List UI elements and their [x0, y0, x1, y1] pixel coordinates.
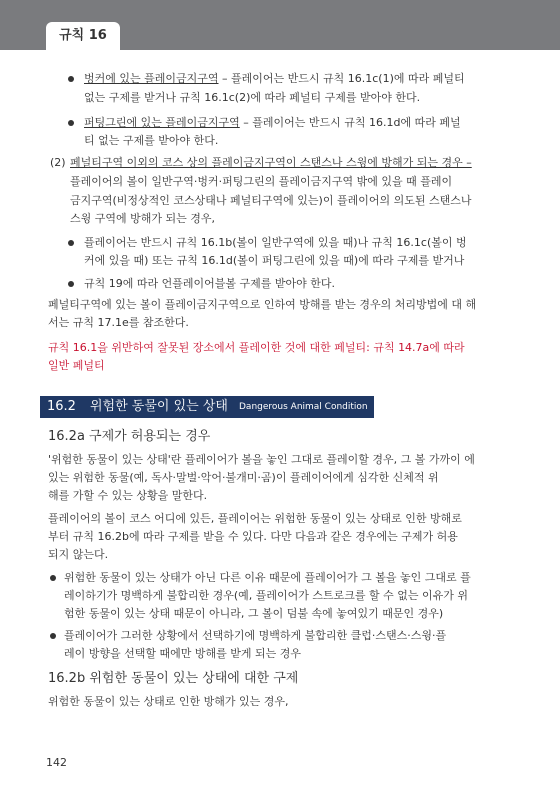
bunker-item-line2: 없는 구제를 받거나 규칙 16.1c(2)에 따라 페널티 구제를 받아야 한다. [84, 91, 421, 104]
bullet-a-line1: 플레이어는 반드시 규칙 16.1b(볼이 일반구역에 있을 때)나 규칙 16.1c(볼이 벙 [84, 236, 467, 249]
bullet-dot [68, 240, 74, 246]
sub-a-p1-line2: 있는 위험한 동물(예, 독사·말벌·악어·불개미·곰)이 플레이어에게 심각한 신체적 위 [48, 471, 439, 484]
para2-line4: 스윙 구역에 방해가 되는 경우, [70, 212, 215, 225]
bullet-b-line1: 규칙 19에 따라 언플레이어블볼 구제를 받아야 한다. [84, 277, 335, 290]
sub-a-b1-line1: 위험한 동물이 있는 상태가 아닌 다른 이유 때문에 플레이어가 그 볼을 놓인 그대로 플 [64, 571, 471, 584]
sub-a-b2-line2: 레이 방향을 선택할 때에만 방해를 받게 되는 경우 [64, 647, 301, 660]
sub-a-p2-line3: 되지 않는다. [48, 548, 109, 561]
sub-a-b1-line3: 험한 동물이 있는 상태 때문이 아니라, 그 볼이 덤불 속에 놓여있기 때문인 경우) [64, 607, 444, 620]
penalty-line1: 규칙 16.1을 위반하여 잘못된 장소에서 플레이한 것에 대한 페널티: 규칙 14.7a에 따라 [48, 341, 465, 354]
sub-a-p2-line1: 플레이어의 볼이 코스 어디에 있든, 플레이어는 위험한 동물이 있는 상태로 인한 방해로 [48, 512, 462, 525]
page-number: 142 [46, 756, 67, 769]
bullet-dot [68, 120, 74, 126]
bullet-dot [50, 575, 56, 581]
section-title-en: Dangerous Animal Condition [239, 402, 368, 412]
sub-a-p2-line2: 부터 규칙 16.2b에 따라 구제를 받을 수 있다. 다만 다음과 같은 경우에는 구제가 허용 [48, 530, 458, 543]
sub-a-p1-line1: '위험한 동물이 있는 상태'란 플레이어가 볼을 놓인 그대로 플레이할 경우, 그 볼 가까이 에 [48, 453, 475, 466]
para2-line3: 금지구역(비정상적인 코스상태나 페널티구역에 있는)이 플레이어의 의도된 스탠스나 [70, 194, 472, 207]
sub-a-b1-line2: 레이하기가 명백하게 불합리한 경우(예, 플레이어가 스트로크를 할 수 없는 이유가 위 [64, 589, 469, 602]
sub-a-b2-line1: 플레이어가 그러한 상황에서 선택하기에 명백하게 불합리한 클럽·스탠스·스윙·플 [64, 629, 447, 642]
para2-line2: 플레이어의 볼이 일반구역·벙커·퍼팅그린의 플레이금지구역 밖에 있을 때 플레이 [70, 175, 453, 188]
bunker-text: – 플레이어는 반드시 규칙 16.1c(1)에 따라 페널티 [222, 72, 465, 85]
sub-a-p1-line3: 해를 가할 수 있는 상황을 말한다. [48, 489, 208, 502]
sub-b-line1: 위험한 동물이 있는 상태로 인한 방해가 있는 경우, [48, 695, 289, 708]
green-term: 퍼팅그린에 있는 플레이금지구역 [84, 116, 240, 129]
para2-line1: 페널티구역 이외의 코스 상의 플레이금지구역이 스탠스나 스윙에 방해가 되는 경우 – [70, 156, 472, 169]
note-line1: 페널티구역에 있는 볼이 플레이금지구역으로 인하여 방해를 받는 경우의 처리방법에 대 해 [48, 298, 477, 311]
bunker-item-line1 [84, 70, 465, 88]
green-item-line1 [84, 114, 461, 132]
green-item-line2: 티 없는 구제를 받아야 한다. [84, 134, 219, 147]
rule-tab: 규칙 16 [46, 22, 120, 50]
bullet-a-line2: 커에 있을 때) 또는 규칙 16.1d(볼이 퍼팅그린에 있을 때)에 따라 구제를 받거나 [84, 254, 465, 267]
subsection-a-heading: 16.2a 구제가 허용되는 경우 [48, 429, 211, 444]
section-heading-bar [40, 396, 374, 418]
section-title: 위험한 동물이 있는 상태 [90, 399, 228, 414]
bullet-dot [50, 633, 56, 639]
bullet-dot [68, 281, 74, 287]
bullet-dot [68, 76, 74, 82]
para2-number: (2) [50, 156, 66, 169]
penalty-line2: 일반 페널티 [48, 359, 105, 372]
green-text: – 플레이어는 반드시 규칙 16.1d에 따라 페널 [243, 116, 461, 129]
subsection-b-heading: 16.2b 위험한 동물이 있는 상태에 대한 구제 [48, 671, 299, 686]
section-number: 16.2 [47, 399, 76, 414]
note-line2: 서는 규칙 17.1e를 참조한다. [48, 316, 189, 329]
bunker-term: 벙커에 있는 플레이금지구역 [84, 72, 219, 85]
